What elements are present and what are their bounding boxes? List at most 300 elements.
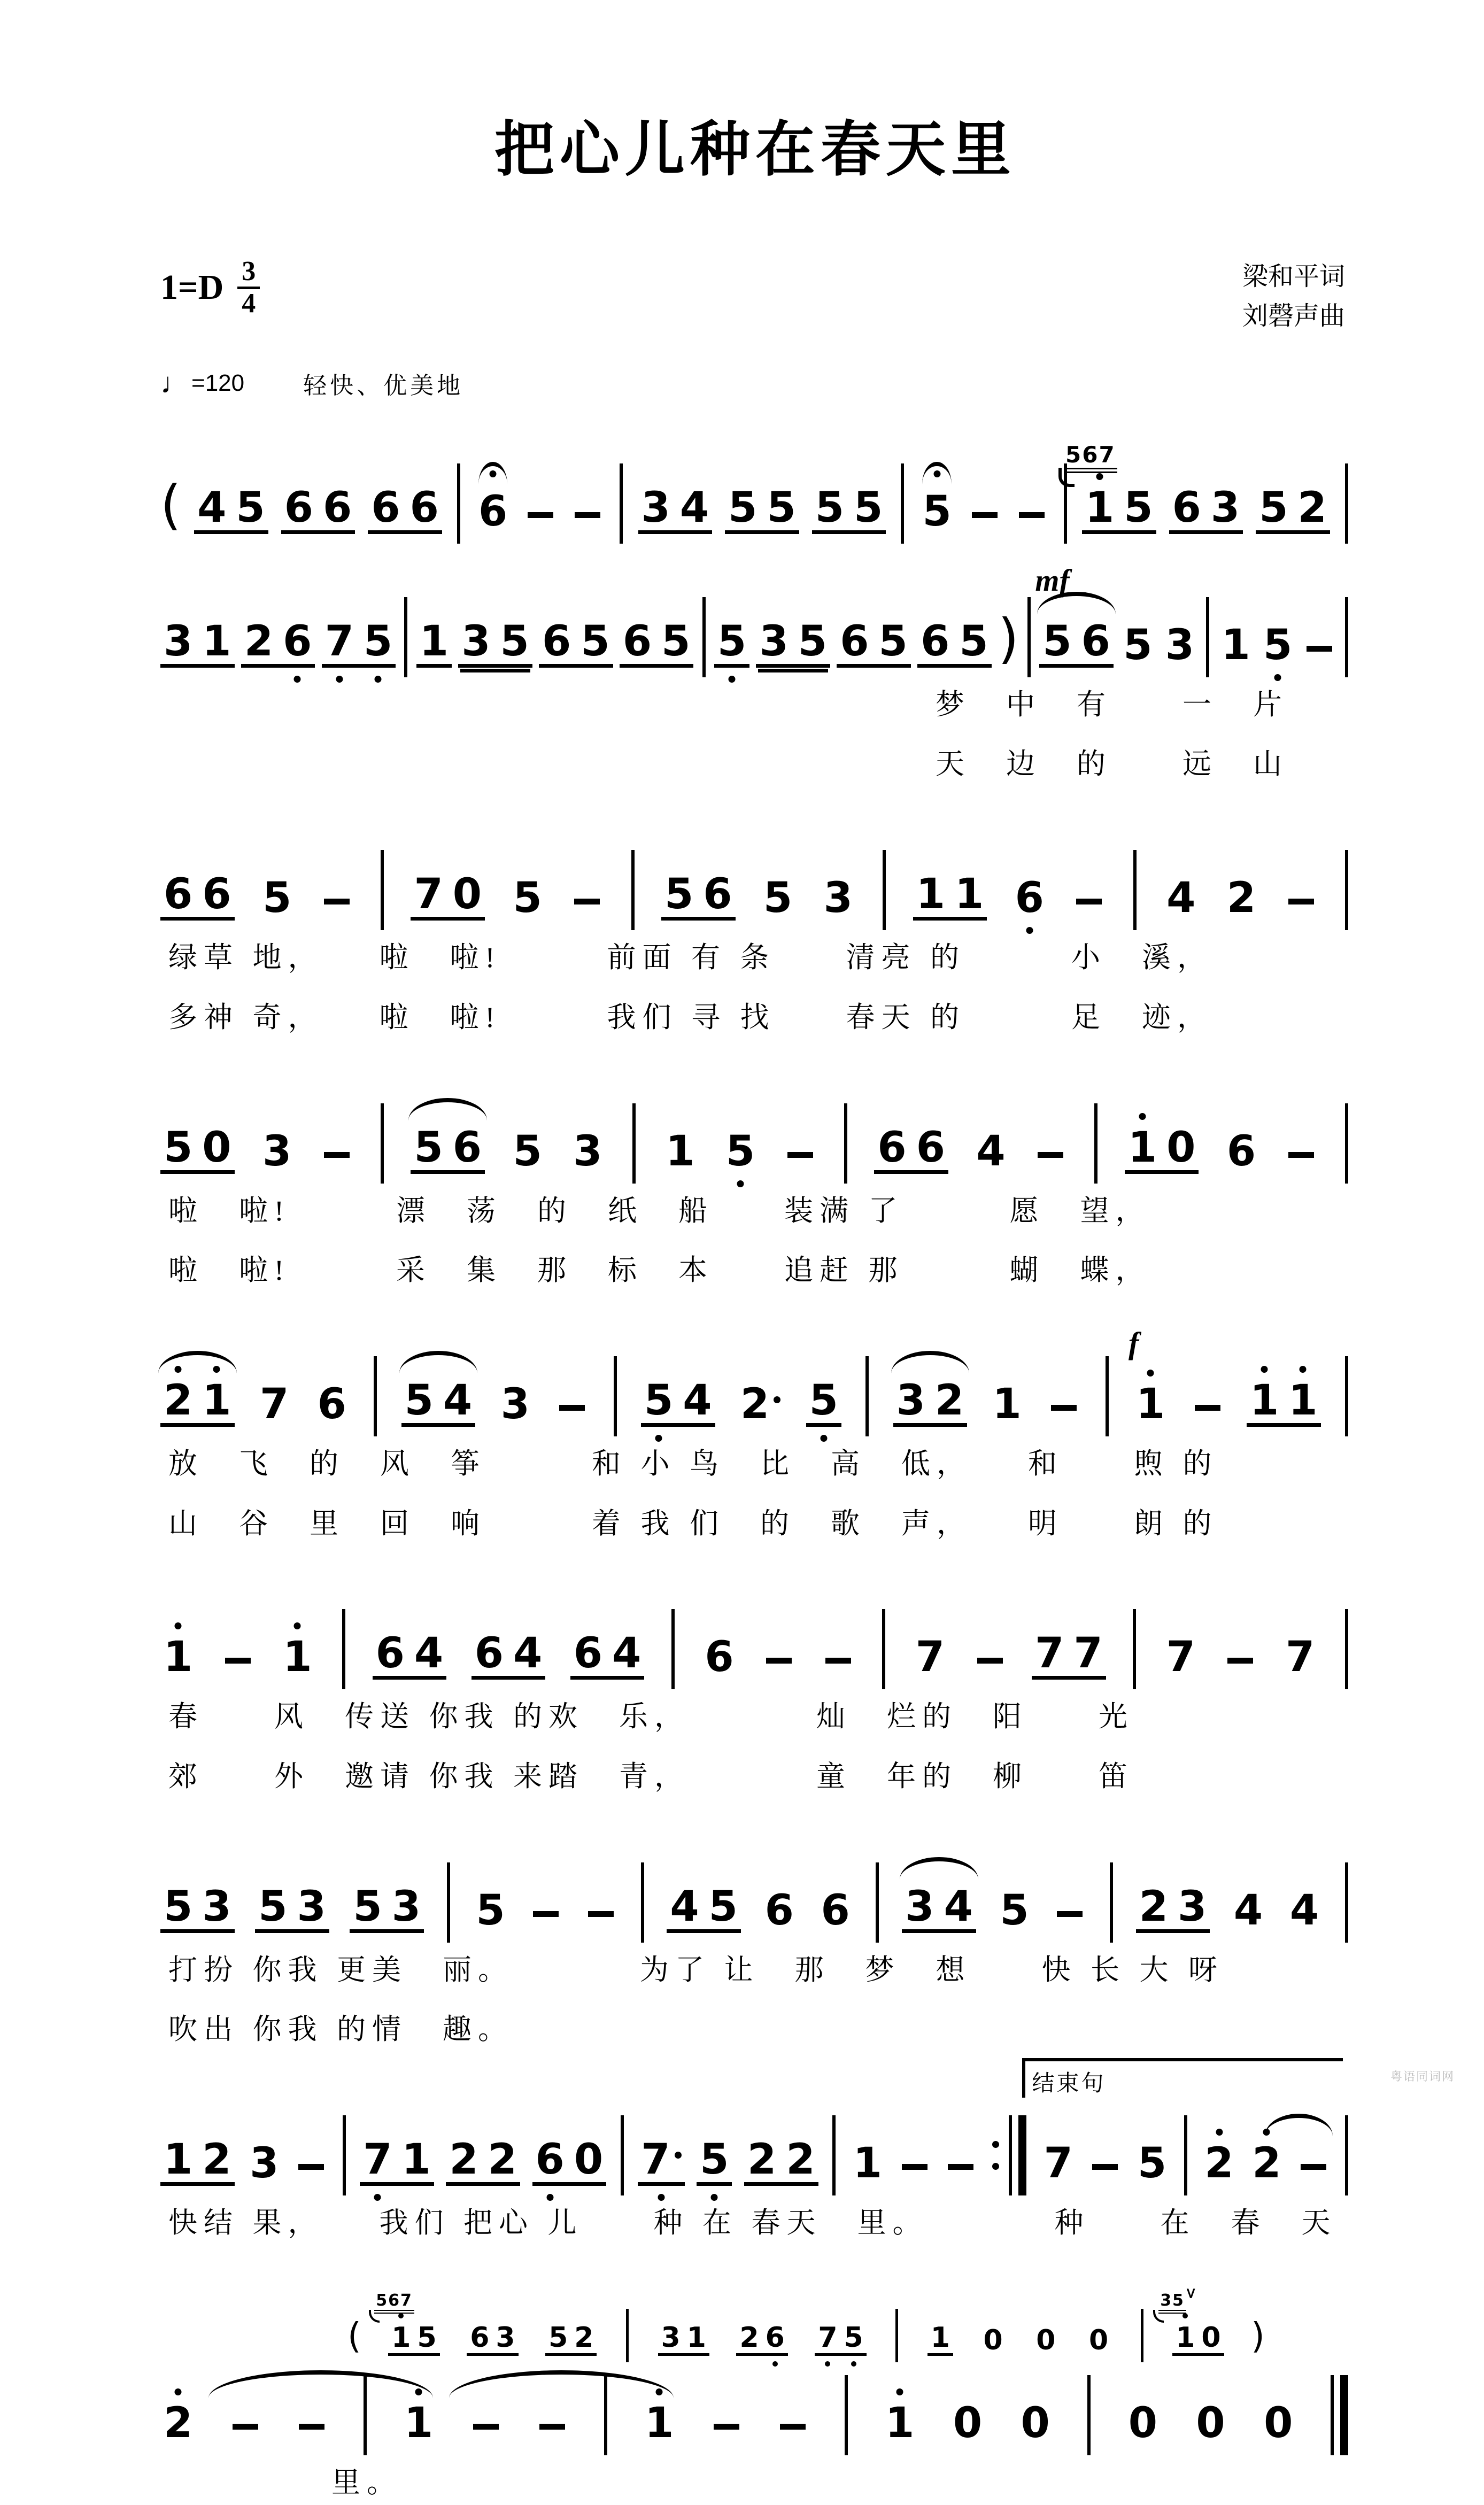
note-group [259,874,295,923]
note-group [1231,1886,1266,1935]
note: 3 [661,2321,681,2354]
note: 2 [1226,874,1256,923]
note: 4 [679,483,709,532]
sustain-dash [780,2424,806,2430]
note: 3 [164,617,193,666]
credits [1242,257,1345,337]
barline [883,850,886,930]
note: 5 [258,1882,288,1931]
notation-system-4 [160,1103,1350,1293]
note: 6 [542,617,571,666]
note: 2 [934,1376,964,1425]
note: 7 [641,2139,681,2181]
barline [620,463,623,544]
fermata-icon [478,462,507,484]
barline [1345,463,1348,544]
song-title: 把心儿种在春天里 [494,116,1016,183]
slur-icon [1265,2114,1332,2136]
note: 2 [786,2136,815,2184]
note: 1 [164,2136,193,2184]
note: 1 [853,2139,883,2188]
note: 5 [404,1376,434,1425]
note: 0 [1128,2399,1157,2447]
note: 6 [705,1633,734,1682]
sustain-dash [533,1911,559,1917]
grace-notes: 567 [374,2292,414,2314]
note: 5 [661,617,691,666]
note: 1 [202,1376,231,1425]
dynamic-marking: f [1128,1325,1139,1360]
barline [1110,1862,1113,1943]
note-group [1287,1886,1322,1935]
note: 3 [500,1380,530,1428]
note: 2 [202,2136,231,2184]
note-group [1224,874,1259,923]
note-group [638,483,713,534]
note-group [990,1380,1025,1428]
sustain-dash [1057,1911,1083,1917]
barline [832,2115,836,2195]
notation-line-4 [160,1103,1350,1174]
lyric-line: 梦 中 有 一 片 [936,688,1288,721]
barline [447,1862,450,1943]
notation-system-5 [160,1325,1350,1546]
barline [381,1103,384,1184]
lyric-line: 啦 啦! 采 集 那 标 本 追赶 那 蝴 蝶， [168,1254,1151,1287]
note: 2 [574,2321,594,2354]
barline [901,463,904,544]
note: 1 [686,2321,706,2354]
note-group [570,1629,645,1680]
note: 5 [414,1123,443,1172]
note: 6 [470,2321,490,2354]
note-group [1260,621,1295,669]
note-group [950,2399,985,2447]
note: 5 [513,1127,542,1176]
note-group [762,1886,797,1935]
note-group [1282,1633,1318,1682]
sustain-dash [1092,2164,1118,2170]
note: 6 [916,1123,945,1172]
note-group [882,2399,917,2447]
note-group [902,1882,976,1933]
notation-line-9 [160,2375,1350,2446]
note-group [1160,2287,1224,2356]
note: 3 [496,2321,515,2354]
barline [342,1609,345,1689]
sustain-dash [225,1658,251,1664]
note-group [996,1886,1032,1935]
parenthesis: ) [998,607,1019,670]
note: 6 [317,1380,346,1428]
slur-icon [399,1351,478,1373]
dynamic-marking: mf [1035,562,1070,598]
slur-icon [900,1857,978,1880]
note: 5 [1123,621,1153,669]
sustain-dash [559,1405,585,1411]
note-group [1163,874,1199,923]
barline [844,1103,847,1184]
note: 5 [664,870,694,919]
note-group [1035,562,1114,668]
note: 5 [1042,617,1072,666]
sustain-dash [1307,646,1332,652]
barline [381,850,384,930]
barline [1345,1609,1348,1689]
barline [1184,2115,1187,2195]
note: 5 [548,2321,568,2354]
note: 2 [739,2321,759,2354]
note: 5 [581,617,610,666]
barline [1106,1356,1109,1436]
lyric-line: 快结 果， 我们 把心 儿 种 在 春天 里。 种 在 春 天 [168,2207,1337,2239]
note: 2 [740,1383,780,1425]
note: 4 [976,1127,1006,1176]
header-row [160,257,1350,337]
note-group [160,1633,196,1682]
note: 6 [375,1629,405,1678]
note: 4 [612,1629,641,1678]
note-group [498,1380,533,1428]
note-group [475,487,511,536]
note: 7 [363,2136,392,2184]
barline [1141,2309,1143,2362]
barline [702,597,706,677]
note: 4 [513,1629,543,1678]
note: 6 [840,617,869,666]
note: 0 [202,1123,231,1172]
sustain-dash [324,899,350,904]
grace-notes: 567 [1064,442,1117,473]
note-group [1086,2326,1111,2356]
barline [614,1356,617,1436]
barline [631,850,635,930]
sustain-dash [299,2424,324,2430]
barline [1345,850,1348,930]
barline [457,463,460,544]
sustain-dash [575,512,600,518]
note: 5 [363,617,393,666]
note-group [917,617,992,668]
note-group [194,483,268,534]
note-group [980,2326,1006,2356]
note: 2 [449,2136,478,2184]
note: 5 [922,487,952,536]
note: 6 [1081,617,1110,666]
notation-line-7 [160,1862,1350,1933]
sustain-dash [473,2424,499,2430]
note: 6 [409,483,439,532]
barline [343,2115,346,2195]
note: 3 [250,2139,279,2188]
note: 1 [954,870,984,919]
note: 4 [1233,1886,1263,1935]
note: 7 [1035,1629,1064,1678]
note-group [259,1127,295,1176]
sustain-dash [1038,1152,1063,1158]
note: 2 [1204,2139,1234,2188]
note: 3 [262,1127,292,1176]
note-group [368,483,442,534]
note-group [1033,2326,1058,2356]
note: 1 [1127,1123,1157,1172]
lyric-line: 春 风 传送 你我 的欢 乐， 灿 烂的 阳 光 [168,1700,1134,1733]
note-group [539,617,613,668]
sustain-dash [972,512,998,518]
key-signature [160,257,260,318]
barline [374,1356,377,1436]
notation-system-2 [160,562,1350,787]
barline [865,1356,869,1436]
note: 1 [1176,2321,1195,2354]
note: 1 [1135,1380,1165,1428]
note: 7 [1166,1633,1195,1682]
barline [1133,850,1137,930]
notation-line-2 [160,562,1350,670]
note-group [458,617,532,668]
note: 3 [1210,483,1240,532]
note: 6 [877,1123,907,1172]
note: 5 [644,1376,674,1425]
note-group [416,617,452,668]
note: 6 [164,870,193,919]
note-group [1169,483,1243,534]
note: 7 [1044,2139,1073,2188]
sustain-dash [766,1658,792,1664]
note-group [1012,874,1047,923]
note: 5 [725,1127,755,1176]
sustain-dash [233,2424,258,2430]
sustain-dash [539,2424,565,2430]
note: 1 [1221,621,1250,669]
note: 1 [391,2321,411,2354]
note-group [401,1376,476,1427]
lyric-line: 多神 奇， 啦 啦! 我们 寻 找 春天 的 足 迹， [168,1001,1212,1033]
note: 7 [818,2321,838,2354]
grace-notes: 35 > [1158,2292,1186,2314]
slur-icon [158,1351,237,1373]
cue-notation-line [160,2287,1350,2356]
note-group [737,1380,784,1428]
note: 2 [244,617,274,666]
note: 0 [574,2136,604,2184]
note: 3 [573,1127,602,1176]
slur-icon [891,1351,970,1373]
note: 1 [992,1380,1022,1428]
note-group [160,1376,235,1427]
note-group [714,617,749,668]
note: 1 [404,2399,434,2447]
note: 3 [391,1882,421,1931]
sustain-dash [298,2164,324,2170]
note: 7 [915,1633,945,1682]
note: 2 [164,1376,193,1425]
note-group [760,874,795,923]
note-group [570,1127,605,1176]
note: 5 [798,617,827,666]
sustain-dash [1288,899,1314,904]
barline [992,2115,1026,2195]
note-group [255,1882,329,1933]
note-group [1065,441,1156,534]
note-group [322,617,396,668]
note-group [620,617,694,668]
sustain-dash [787,1152,813,1158]
notation-system-9 [160,2287,1350,2505]
note-group [821,874,856,923]
note-group [280,1633,315,1682]
note-group [1032,2070,1106,2188]
sustain-dash [1076,899,1102,904]
note-group [360,2136,434,2186]
note-group [1018,2399,1053,2447]
note-group [723,1127,758,1176]
note: 6 [1015,874,1044,923]
note: 1 [1288,1376,1318,1425]
slur-icon [449,2370,674,2398]
note: 4 [683,1376,712,1425]
key-label: 1=D [160,268,224,307]
note: 4 [944,1882,973,1931]
note-group [376,2291,439,2356]
note-group [973,1127,1008,1176]
note-group [837,617,911,668]
note: 5 [236,483,265,532]
note: 6 [921,617,950,666]
note-group [1201,2139,1236,2188]
note: 5 [476,1886,505,1935]
note-group [697,2136,732,2186]
barline [404,597,407,677]
note-group [314,1380,350,1428]
note: 5 [717,617,747,666]
note: 5 [1000,1886,1029,1935]
slur-icon [208,2370,433,2398]
sustain-dash [1019,512,1045,518]
sustain-dash [588,1911,614,1917]
note: 5 [1137,2139,1167,2188]
note-group [1125,2399,1161,2447]
barline [621,2115,624,2195]
note-group [744,2136,818,2186]
note-group [1224,1127,1259,1176]
fermata-icon [922,462,951,484]
note: 3 [823,874,853,923]
note: 6 [1172,483,1201,532]
note-group [160,1882,235,1933]
note-group [756,617,830,668]
note-group [1193,2399,1228,2447]
note: 5 [417,2321,437,2354]
note: 5 [1259,483,1288,532]
sustain-dash [1288,1152,1314,1158]
note: 6 [371,483,400,532]
barline [895,2309,898,2362]
note: 4 [1289,1886,1319,1935]
note: 3 [461,617,491,666]
notation-system-8 [160,2070,1350,2246]
note: 5 [500,617,529,666]
note-group [1125,1123,1199,1174]
note-group [701,1633,737,1682]
note: 6 [474,1629,504,1678]
lyric-line: 里。 [331,2466,402,2499]
note: 0 [1088,2324,1109,2356]
note-group [532,2136,607,2186]
note-group [467,2321,518,2356]
note-group [257,1380,292,1428]
note: 0 [953,2399,983,2447]
barline [626,2309,629,2362]
note: 2 [1297,483,1327,532]
note-group [246,2139,282,2188]
notation-line-8 [160,2070,1350,2188]
quarter-note-icon: ♩ [160,367,189,399]
note: 7 [1285,1633,1315,1682]
note: 3 [1165,621,1195,669]
time-signature-numerator: 3 [237,257,260,289]
notation-line-6 [160,1609,1350,1680]
note: 5 [815,483,845,532]
note-group [1256,483,1330,534]
lyric-line: 啦 啦! 漂 荡 的 纸 船 装满 了 愿 望， [168,1194,1151,1227]
barline [1094,1103,1097,1184]
time-signature-denominator: 4 [242,288,256,319]
note: 1 [283,1633,312,1682]
notation-line-3 [160,850,1350,921]
note: 7 [259,1380,289,1428]
note: 3 [641,483,670,532]
note-group [473,1886,508,1935]
note-group [919,487,954,536]
note-group [1249,2139,1284,2188]
note-group [160,1123,235,1174]
lyric-line: 打扮 你我 更美 丽。 为了 让 那 梦 想 快 长 大 呀 [168,1953,1224,1986]
note: 7 [414,870,443,919]
note: 6 [573,1629,603,1678]
note-group [472,1629,546,1680]
note-group [725,483,799,534]
barline [1345,2115,1348,2195]
notation-system-1 [160,441,1350,536]
note-group [160,2399,196,2447]
tempo-marking [160,366,1350,400]
note: 0 [1196,2399,1225,2447]
note-group [281,483,355,534]
note: 1 [645,2399,674,2447]
barline [1345,1103,1348,1184]
note: 6 [478,487,508,536]
barline [845,2375,848,2455]
note-group [160,2136,235,2186]
note: 0 [1166,1123,1196,1172]
note: 5 [708,1882,738,1931]
note: 5 [164,1882,193,1931]
note: 1 [930,2321,950,2354]
note-group [928,2321,953,2356]
note-group [850,2139,885,2188]
note: 6 [1226,1127,1256,1176]
note: 1 [401,2136,431,2184]
note: 5 [262,874,292,923]
note-group [913,870,987,921]
note: 3 [759,617,789,666]
note-group [815,2321,866,2356]
note: 5 [878,617,908,666]
note: 1 [1085,483,1115,532]
note-group [638,2136,684,2186]
accent-icon: > [1182,2287,1201,2301]
